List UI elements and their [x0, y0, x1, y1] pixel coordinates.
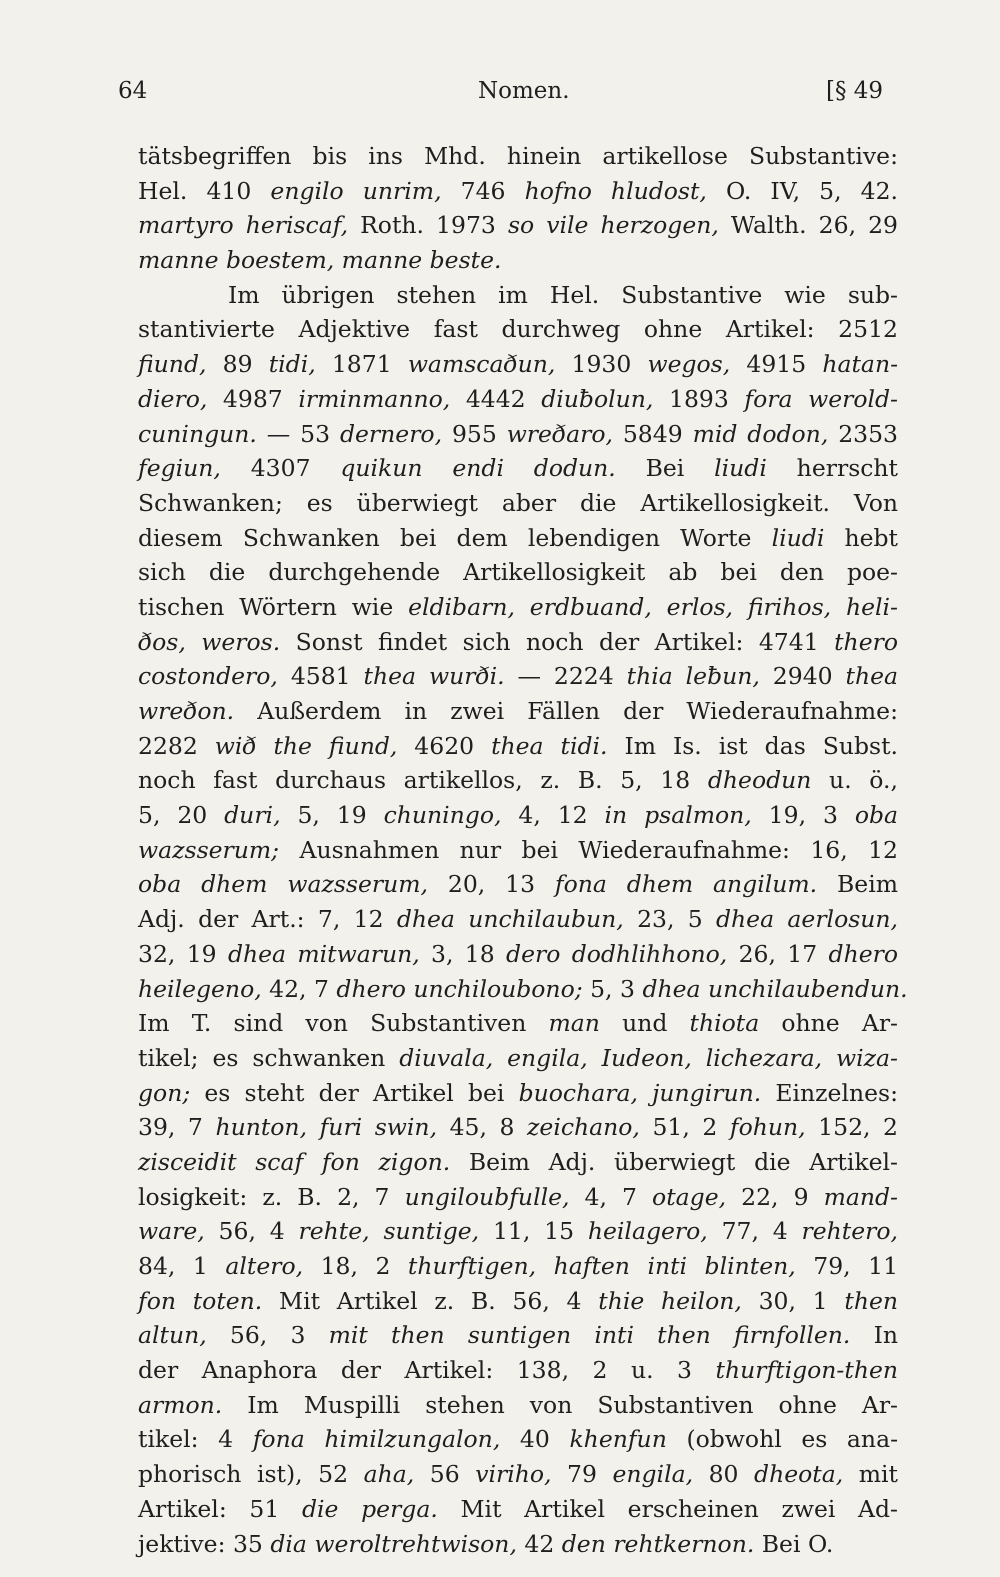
text-line: diesem Schwanken bei dem lebendigen Worte liudi hebt [138, 523, 899, 552]
text-line: tikel: 4 fona himilzungalon, 40 khenfun (obwohl es ana- [138, 1425, 899, 1454]
text-line: diero, 4987 irminmanno, 4442 diuƀolun, 1893 fora werold- [138, 384, 899, 413]
text-line: 84, 1 altero, 18, 2 thurftigen, haften inti blinten, 79, 11 [138, 1252, 899, 1280]
text-line: zisceidit scaf fon zigon. Beim Adj. überwiegt die Artikel- [138, 1147, 898, 1176]
text-line: tätsbegriffen bis ins Mhd. hinein artikellose Substantive: [138, 142, 898, 170]
text-line: fegiun, 4307 quikun endi dodun. Bei liudi herrscht [138, 454, 898, 483]
text-line: 39, 7 hunton, furi swin, 45, 8 zeichano, 51, 2 fohun, 152, 2 [138, 1113, 899, 1142]
text-line: costondero, 4581 thea wurði. — 2224 thia leƀun, 2940 thea [138, 662, 899, 691]
text-line: Im übrigen stehen im Hel. Substantive wie sub- [228, 280, 898, 309]
text-line: 5, 20 duri, 5, 19 chuningo, 4, 12 in psalmon, 19, 3 oba [138, 801, 899, 830]
text-line: 32, 19 dhea mitwarun, 3, 18 dero dodhlihhono, 26, 17 dhero [138, 939, 898, 968]
text-line: Im T. sind von Substantiven man und thiota ohne Ar- [138, 1009, 898, 1038]
text-line: ware, 56, 4 rehte, suntige, 11, 15 heilagero, 77, 4 rehtero, [138, 1217, 899, 1246]
text-line: Artikel: 51 die perga. Mit Artikel erscheinen zwei Ad- [138, 1494, 898, 1523]
text-line: manne boestem, manne beste. [138, 246, 502, 275]
text-line: Schwanken; es überwiegt aber die Artikellosigkeit. Von [138, 488, 898, 517]
text-line: martyro heriscaf, Roth. 1973 so vile herzogen, Walth. 26, 29 [138, 211, 899, 240]
text-line: ðos, weros. Sonst findet sich noch der Artikel: 4741 thero [138, 627, 898, 656]
text-line: fon toten. Mit Artikel z. B. 56, 4 thie heilon, 30, 1 then [138, 1286, 899, 1315]
text-line: altun, 56, 3 mit then suntigen inti then firnfollen. In [138, 1321, 899, 1350]
page-number: 64 [118, 78, 148, 104]
text-line: stantivierte Adjektive fast durchweg ohne Artikel: 2512 [138, 315, 898, 344]
text-line: sich die durchgehende Artikellosigkeit ab bei den poe- [138, 558, 898, 587]
text-line: jektive: 35 dia weroltrehtwison, 42 den rehtkernon. Bei O. [138, 1529, 834, 1558]
running-header [0, 78, 1000, 114]
section-marker: [§ 49 [826, 78, 884, 104]
text-line: gon; es steht der Artikel bei buochara, jungirun. Einzelnes: [138, 1078, 898, 1107]
text-line: 2282 wið the fiund, 4620 thea tidi. Im Is. ist das Subst. [138, 731, 898, 760]
text-line: noch fast durchaus artikellos, z. B. 5, 18 dheodun u. ö., [138, 766, 898, 795]
body-text [138, 139, 908, 1561]
text-line: fiund, 89 tidi, 1871 wamscaðun, 1930 wegos, 4915 hatan- [138, 350, 899, 379]
text-line: wreðon. Außerdem in zwei Fällen der Wiederaufnahme: [138, 697, 898, 725]
text-line: tikel; es schwanken diuvala, engila, Iudeon, lichezara, wiza- [138, 1043, 898, 1072]
text-line: oba dhem wazsserum, 20, 13 fona dhem angilum. Beim [138, 870, 898, 899]
text-line: wazsserum; Ausnahmen nur bei Wiederaufnahme: 16, 12 [138, 835, 898, 864]
text-line: cuningun. — 53 dernero, 955 wreðaro, 5849 mid dodon, 2353 [138, 419, 898, 448]
text-line: armon. Im Muspilli stehen von Substantiven ohne Ar- [138, 1390, 898, 1419]
text-line: heilegeno, 42, 7 dhero unchiloubono; 5, 3 dhea unchilaubendun. [138, 974, 908, 1003]
text-line: Adj. der Art.: 7, 12 dhea unchilaubun, 23, 5 dhea aerlosun, [138, 905, 899, 934]
running-title: Nomen. [478, 78, 570, 104]
text-line: tischen Wörtern wie eldibarn, erdbuand, erlos, firihos, heli- [138, 592, 898, 621]
text-line: Hel. 410 engilo unrim, 746 hofno hludost, O. IV, 5, 42. [138, 176, 899, 205]
text-line: losigkeit: z. B. 2, 7 ungiloubfulle, 4, 7 otage, 22, 9 mand- [138, 1182, 898, 1211]
text-line: der Anaphora der Artikel: 138, 2 u. 3 thurftigon-then [138, 1356, 898, 1385]
text-line: phorisch ist), 52 aha, 56 viriho, 79 engila, 80 dheota, mit [138, 1460, 898, 1489]
